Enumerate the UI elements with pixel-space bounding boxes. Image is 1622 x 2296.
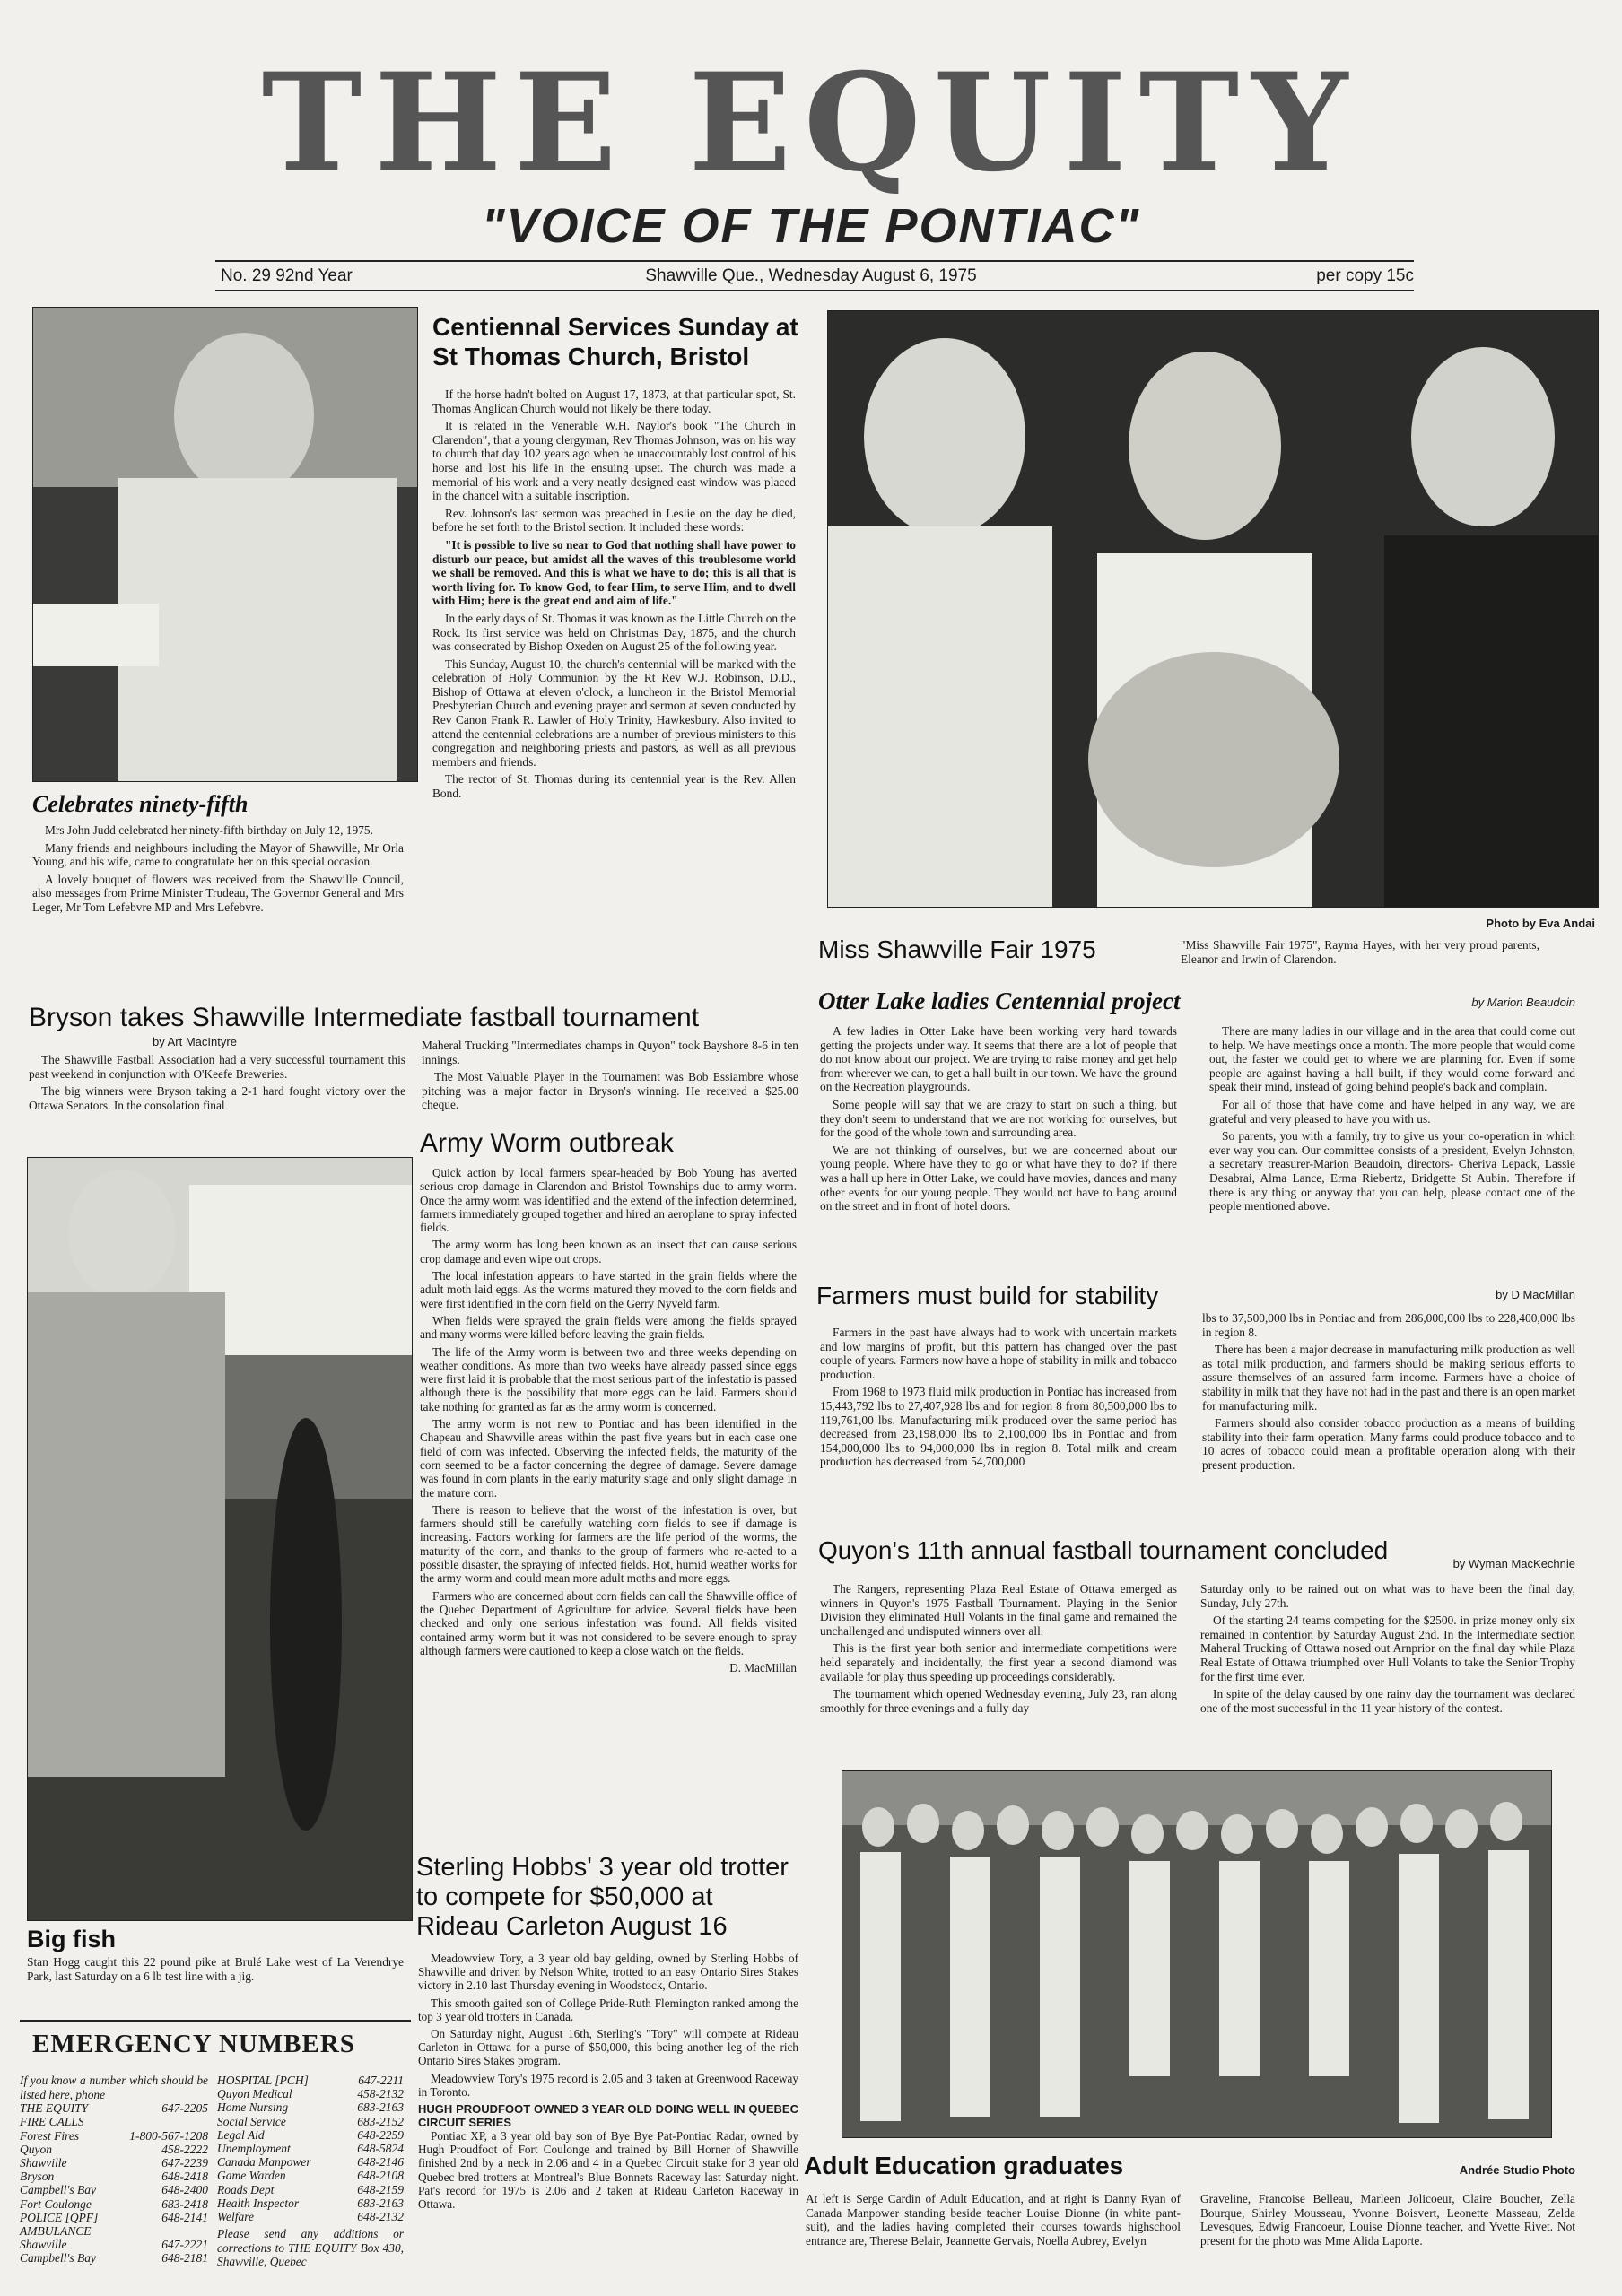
emergency-row: Legal Aid 648-2259 bbox=[217, 2127, 404, 2142]
sterling-p2: This smooth gaited son of College Pride-Ruth Flemington ranked among the top 3 year old trotters in Canada. bbox=[418, 1996, 798, 2023]
emergency-row: Fort Coulonge 683-2418 bbox=[20, 2196, 208, 2211]
farmers-p5: Farmers should also consider tobacco production as a means of building stability into their farm operation. Many farms could produce tobacco and to 10 acres of tobacco could mean a profitable operation along with their present production. bbox=[1202, 1416, 1575, 1472]
celebrates-article bbox=[32, 823, 404, 918]
sterling-p3: On Saturday night, August 16th, Sterling's "Tory" will compete at Rideau Carleton in Ottawa for a purse of $50,000, this being another leg of the rich Ontario Sires Stakes program. bbox=[418, 2027, 798, 2068]
masthead-motto: "VOICE OF THE PONTIAC" bbox=[481, 199, 1141, 253]
emergency-row: Forest Fires 1-800-567-1208 bbox=[20, 2128, 208, 2143]
emergency-row: Campbell's Bay 648-2400 bbox=[20, 2183, 208, 2197]
centennial-headline: Centiennal Services Sunday at St Thomas Church, Bristol bbox=[432, 313, 798, 370]
emergency-row: Welfare 648-2132 bbox=[217, 2210, 404, 2224]
folio-rule-top bbox=[215, 260, 1414, 262]
photo-miss-fair bbox=[827, 310, 1599, 908]
quyon-p5: Of the starting 24 teams competing for the $2500. in prize money only six remained in contention by Saturday August 2nd. In the Intermediate section Maheral Trucking of Ottawa nosed out Arnprior on the final day while Plaza Real Estate of Ottawa triumphed over Hull Volants to take the Senior Trophy for the first time ever. bbox=[1200, 1613, 1575, 1683]
emergency-row: Bryson 648-2418 bbox=[20, 2170, 208, 2184]
miss-fair-headline: Miss Shawville Fair 1975 bbox=[818, 935, 1096, 963]
quyon-p3: The tournament which opened Wednesday evening, July 23, ran along smoothly for three evenings and a fully day bbox=[820, 1687, 1177, 1715]
otter-lake-article-left bbox=[820, 1024, 1177, 1217]
centennial-p2: It is related in the Venerable W.H. Naylor's book "The Church in Clarendon", that a young clergyman, Rev Thomas Johnson, was on his way to church that day 102 years ago when he unaccountably lost control of his horse and lost his life in the ensuing upset. The church was made a memorial of his work and a very neatly designed east window was placed in the chancel with a suitable inscription. bbox=[432, 419, 796, 503]
centennial-p1: If the horse hadn't bolted on August 17, 1873, at that particular spot, St. Thomas Anglican Church would not likely be there today. bbox=[432, 387, 796, 415]
sterling-article bbox=[418, 1952, 798, 2214]
emergency-row: Unemployment 648-5824 bbox=[217, 2142, 404, 2156]
otter-lake-p3: We are not thinking of ourselves, but we are concerned about our young people. Where have they to go or what have they to do? if there was a hall up here in Otter Lake, we could have movies, dances and many other events for our young people. They would not have to hang around on the street and in front of hotel doors. bbox=[820, 1143, 1177, 1213]
bryson-article-left bbox=[29, 1053, 406, 1116]
emergency-row: THE EQUITY 647-2205 bbox=[20, 2101, 208, 2116]
emergency-row: AMBULANCE bbox=[20, 2224, 92, 2239]
farmers-p2: From 1968 to 1973 fluid milk production in Pontiac has increased from 15,443,792 lbs to 27,407,928 lbs and for region 8 from 80,500,000 lbs to 119,761,00 lbs. Manufacturing milk produced over the same period has decreased from 23,198,000 lbs to 2,100,000 lbs in Pontiac and from 154,000,000 lbs to 94,000,000 lbs in region 8. Total milk and cream production has decreased from 54,700,000 bbox=[820, 1385, 1177, 1469]
sterling-p5: Pontiac XP, a 3 year old bay son of Bye Bye Pat-Pontiac Radar, owned by Hugh Proudfoot of Fort Coulonge and trained by Bill Horner of Shawville finished 2nd by a neck in 2.06 and 4 in a Quebec Circuit stake for 3 year old Quebec bred trotters at Montreal's Blue Bonnets Raceway last Saturday night. Pat's record for 1975 is 2.06 and 2 taken at Rideau Carleton Raceway in Ottawa. bbox=[418, 2129, 798, 2212]
emergency-row: Roads Dept 648-2159 bbox=[217, 2182, 404, 2196]
celebrates-headline: Celebrates ninety-fifth bbox=[32, 791, 249, 817]
quyon-byline: by Wyman MacKechnie bbox=[1452, 1557, 1575, 1570]
army-worm-headline: Army Worm outbreak bbox=[420, 1128, 674, 1158]
emergency-row: HOSPITAL [PCH] 647-2211 bbox=[217, 2074, 404, 2087]
army-worm-p1: Quick action by local farmers spear-headed by Bob Young has averted serious crop damage in Clarendon and Bristol Townships due to army worm. Once the army worm was identified and the extend of the infection determined, farmers immediately grouped together and hired an aeroplane to spray infected fields. bbox=[420, 1166, 797, 1235]
centennial-p4: "It is possible to live so near to God that nothing shall have power to disturb our peace, but amidst all the waves of this troublesome world we shall be removed. And this is what we have to do; this is all that is worth living for. To know God, to fear Him, to serve Him, and to dwell with Him; here is the great end and aim of life." bbox=[432, 537, 796, 608]
emergency-intro: If you know a number which should be listed here, phone bbox=[20, 2074, 208, 2101]
army-worm-p8: Farmers who are concerned about corn fields can call the Shawville office of the Quebec Department of Agriculture for advice. Several fields have been checked and only one serious infestation was found. All fields visited contained army worm but it was not considered to be severe enough to spray although farmers were cautioned to keep a close watch on the fields. bbox=[420, 1588, 797, 1657]
sterling-p1: Meadowview Tory, a 3 year old bay gelding, owned by Sterling Hobbs of Shawville and driven by Nelson White, trotted to an easy Ontario Sires Stakes victory in 2.10 last Thursday evening in Woodstock, Ontario. bbox=[418, 1952, 798, 1993]
emergency-row: POLICE [QPF] 648-2141 bbox=[20, 2210, 208, 2224]
quyon-p2: This is the first year both senior and intermediate competitions were held separately and incidentally, the first year a second diamond was available for play thus speeding up proceedings considerably. bbox=[820, 1641, 1177, 1683]
emergency-row: Campbell's Bay 648-2181 bbox=[20, 2251, 208, 2266]
quyon-p4: Saturday only to be rained out on what was to have been the final day, Sunday, July 27th. bbox=[1200, 1582, 1575, 1610]
celebrates-p1: Mrs John Judd celebrated her ninety-fifth birthday on July 12, 1975. bbox=[45, 823, 373, 837]
photo-elderly-woman bbox=[32, 307, 418, 782]
quyon-headline: Quyon's 11th annual fastball tournament concluded bbox=[818, 1536, 1389, 1564]
farmers-p3: lbs to 37,500,000 lbs in Pontiac and from 286,000,000 lbs to 228,400,000 lbs in region 8. bbox=[1202, 1311, 1575, 1339]
otter-lake-byline: by Marion Beaudoin bbox=[1471, 996, 1575, 1009]
centennial-p3: Rev. Johnson's last sermon was preached in Leslie on the day he died, before he set forth to the Bristol section. It included these words: bbox=[432, 506, 796, 535]
centennial-p6: This Sunday, August 10, the church's centennial will be marked with the celebration of Holy Communion by the Rt Rev W.J. Robinson, D.D., Bishop of Ottawa at eleven o'clock, a luncheon in the Bristol Memorial Presbyterian Church and evening prayer and sermon at seven conducted by Rev Canon Frank R. Lawler of Holy Trinity, Hawkesbury. Also invited to attend the centennial celebrations are a number of previous ministers to this congregation and neighboring priests and pastors, as well as all previous members and friends. bbox=[432, 657, 796, 769]
sterling-p4: Meadowview Tory's 1975 record is 2.05 and 3 taken at Greenwood Raceway in Toronto. bbox=[418, 2071, 798, 2099]
centennial-p7: The rector of St. Thomas during its centennial year is the Rev. Allen Bond. bbox=[432, 772, 796, 801]
farmers-headline: Farmers must build for stability bbox=[816, 1282, 1159, 1309]
army-worm-p2: The army worm has long been known as an insect that can cause serious crop damage and even wipe out crops. bbox=[420, 1238, 797, 1265]
otter-lake-article-right bbox=[1209, 1024, 1575, 1217]
sterling-subhead: HUGH PROUDFOOT OWNED 3 YEAR OLD DOING WELL IN QUEBEC CIRCUIT SERIES bbox=[418, 2102, 798, 2130]
adult-ed-credit: Andrée Studio Photo bbox=[1459, 2163, 1575, 2177]
big-fish-caption: Stan Hogg caught this 22 pound pike at Brulé Lake west of La Verendrye Park, last Saturday on a 6 lb test line with a jig. bbox=[27, 1955, 404, 1983]
adult-ed-caption-left: At left is Serge Cardin of Adult Education, and at right is Danny Ryan of Canada Manpower standing beside teacher Louise Dionne (in white pant-suit), and the ladies having completed their courses towards highschool entrance are, Therese Belair, Jeannette Gervais, Noella Aubrey, Evelyn bbox=[806, 2192, 1181, 2248]
bryson-p4: The Most Valuable Player in the Tournament was Bob Essiambre whose pitching was a major factor in Bryson's winning. He received a $25.00 cheque. bbox=[422, 1070, 798, 1112]
emergency-row: Quyon Medical 458-2132 bbox=[217, 2087, 404, 2101]
emergency-row: Canada Manpower 648-2146 bbox=[217, 2155, 404, 2170]
emergency-row: FIRE CALLS bbox=[20, 2115, 84, 2129]
emergency-row: Quyon 458-2222 bbox=[20, 2142, 208, 2156]
farmers-article-left bbox=[820, 1326, 1177, 1473]
centennial-p5: In the early days of St. Thomas it was known as the Little Church on the Rock. Its first service was held on Christmas Day, 1875, and the church was consecrated by Bishop Oxeden on August 25 of the following year. bbox=[432, 611, 796, 654]
miss-fair-credit: Photo by Eva Andai bbox=[1486, 917, 1595, 930]
dateline: Shawville Que., Wednesday August 6, 1975 bbox=[645, 266, 977, 285]
army-worm-p3: The local infestation appears to have started in the grain fields where the adult moth laid eggs. As the worms matured they moved to the corn fields and were first identified in the corn field on the Gerry Nyveld farm. bbox=[420, 1269, 797, 1310]
adult-ed-headline: Adult Education graduates bbox=[804, 2152, 1124, 2179]
miss-fair-caption: "Miss Shawville Fair 1975", Rayma Hayes, with her very proud parents, Eleanor and Irwin of Clarendon. bbox=[1181, 938, 1539, 966]
army-worm-p4: When fields were sprayed the grain fields were among the fields sprayed and many worms were killed before leaving the grain fields. bbox=[420, 1313, 797, 1342]
quyon-p1: The Rangers, representing Plaza Real Estate of Ottawa emerged as winners in Quyon's 1975 Fastball Tournament. Playing in the Senior Division they eliminated Hull Volants in the final game and remained the unchallenged and undisputed winners over all. bbox=[820, 1582, 1177, 1638]
otter-lake-p6: So parents, you with a family, try to give us your co-operation in which ever way you can. Our committee consists of a president, Evelyn Johnston, a secretary treasurer-Marion Beaudoin, directors- Cheriva Lepack, Lassie Desabrai, Alma Lance, Erma Riebertz, Bridgette St Aubin. Therefore if there is any thing or anyway that you can help, please contact one of the people mentioned above. bbox=[1209, 1129, 1575, 1213]
big-fish-headline: Big fish bbox=[27, 1926, 116, 1952]
sterling-headline: Sterling Hobbs' 3 year old trotter to compete for $50,000 at Rideau Carleton August 16 bbox=[416, 1853, 789, 1941]
emergency-row: Social Service 683-2152 bbox=[217, 2114, 404, 2128]
emergency-footer: Please send any additions or corrections to THE EQUITY Box 430, Shawville, Quebec bbox=[217, 2227, 404, 2269]
quyon-article-right bbox=[1200, 1582, 1575, 1718]
photo-graduates bbox=[842, 1770, 1552, 2138]
emergency-row: Shawville 647-2239 bbox=[20, 2156, 208, 2170]
emergency-left-column bbox=[20, 2074, 208, 2266]
emergency-row: Shawville 647-2221 bbox=[20, 2238, 208, 2252]
price: per copy 15c bbox=[1316, 266, 1414, 285]
quyon-article-left bbox=[820, 1582, 1177, 1718]
otter-lake-headline: Otter Lake ladies Centennial project bbox=[818, 987, 1181, 1014]
folio-rule-bottom bbox=[215, 290, 1414, 291]
emergency-row: Game Warden 648-2108 bbox=[217, 2169, 404, 2183]
emergency-right-column bbox=[217, 2074, 404, 2269]
otter-lake-p4: There are many ladies in our village and in the area that could come out to help. We have meetings once a month. The more people that would come out, the faster we could get to where we are planning for. Even if some people are against having a hall built, if they would come forward and speak their mind, instead of going behind people's back and complain. bbox=[1209, 1024, 1575, 1094]
farmers-p1: Farmers in the past have always had to work with uncertain markets and low margins of profit, but this pattern has changed over the past couple of years. Farmers now have a hope of stability in milk and tobacco production. bbox=[820, 1326, 1177, 1381]
masthead-title: THE EQUITY bbox=[261, 44, 1361, 202]
army-worm-signature: D. MacMillan bbox=[729, 1661, 797, 1675]
photo-fisherman bbox=[27, 1157, 413, 1921]
army-worm-p5: The life of the Army worm is between two and three weeks depending on weather conditions. As more than two weeks have already passed since eggs were first laid it is probable that the most serious part of the infestatio is passed although there is the possibility that more eggs can be laid. Farmers should take nothing for granted as far as the army worm is concerned. bbox=[420, 1344, 797, 1413]
farmers-article-right bbox=[1202, 1311, 1575, 1476]
bryson-p3: Maheral Trucking "Intermediates champs in Quyon" took Bayshore 8-6 in ten innings. bbox=[422, 1039, 798, 1066]
bryson-article-right bbox=[422, 1039, 798, 1116]
bryson-byline: by Art MacIntyre bbox=[153, 1035, 237, 1048]
army-worm-p7: There is reason to believe that the worst of the infestation is over, but farmers should still be carefully watching corn fields to see if damage is increasing. Factors working for farmers are the life period of the worms, the maturity of the corn, and thanks to the group of farmers who re-acted to a possible disaster, the spraying of infected fields. Hot, humid weather works for the army worm and could mean more adult moths and more eggs. bbox=[420, 1502, 797, 1586]
emergency-row: Home Nursing 683-2163 bbox=[217, 2100, 404, 2115]
bryson-headline: Bryson takes Shawville Intermediate fastball tournament bbox=[29, 1003, 700, 1032]
bryson-p2: The big winners were Bryson taking a 2-1 hard fought victory over the Ottawa Senators. In the consolation final bbox=[29, 1084, 406, 1112]
otter-lake-p1: A few ladies in Otter Lake have been working very hard towards getting the projects under way. It seems that there are a lot of people that do not know about our project. We are trying to raise money and get help from wherever we can, to get a hall built in our town. We have the ground on the Recreation playgrounds. bbox=[820, 1024, 1177, 1094]
issue-number: No. 29 92nd Year bbox=[221, 266, 353, 285]
celebrates-p2: Many friends and neighbours including the Mayor of Shawville, Mr Orla Young, and his wife, came to congratulate her on this special occasion. bbox=[32, 840, 404, 869]
army-worm-p6: The army worm is not new to Pontiac and has been identified in the Chapeau and Shawville areas within the past five years but in each case one field of corn was infected. Observing the infected fields, the maturity of the corn seemed to be a factor concerning the degree of damage. Severe damage was found in corn plants in the early maturity stage and only slight damage in the mature corn. bbox=[420, 1417, 797, 1500]
farmers-byline: by D MacMillan bbox=[1496, 1288, 1575, 1301]
emergency-row: Health Inspector 683-2163 bbox=[217, 2196, 404, 2210]
celebrates-p3: A lovely bouquet of flowers was received from the Shawville Council, also messages from Prime Minister Trudeau, The Governor General and Mrs Leger, Mr Tom Lefebvre MP and Mrs Lefebvre. bbox=[32, 872, 404, 914]
otter-lake-p5: For all of those that have come and have helped in any way, we are grateful and very pleased to have you with us. bbox=[1209, 1097, 1575, 1126]
emergency-title: EMERGENCY NUMBERS bbox=[32, 2030, 355, 2058]
quyon-p6: In spite of the delay caused by one rainy day the tournament was declared one of the most successful in the 11 year history of the contest. bbox=[1200, 1687, 1575, 1715]
farmers-p4: There has been a major decrease in manufacturing milk production as well as total milk production, and farmers should be making serious efforts to assure themselves of an assured farm income. Farmers have a choice of stability in milk that they have not had in the past and there is an open market for manufacturing milk. bbox=[1202, 1343, 1575, 1413]
emergency-rule bbox=[20, 2020, 411, 2022]
adult-ed-caption-right: Graveline, Francoise Belleau, Marleen Jolicoeur, Claire Boucher, Zella Bourque, Shirley Mousseau, Yvonne Boisvert, Leonette Masseau, Zelda Levesques, Edwig Francoeur, Louise Dionne teacher, and Yvette Rivet. Not present for the photo was Mme Alida Laporte. bbox=[1200, 2192, 1575, 2248]
centennial-article bbox=[432, 387, 796, 804]
otter-lake-p2: Some people will say that we are crazy to start on such a thing, but they don't seem to understand that we are not working for ourselves, but for the good of the whole town and surrounding area. bbox=[820, 1097, 1177, 1140]
bryson-p1: The Shawville Fastball Association had a very successful tournament this past weekend in conjunction with O'Keefe Breweries. bbox=[29, 1053, 406, 1081]
army-worm-article bbox=[420, 1166, 797, 1674]
